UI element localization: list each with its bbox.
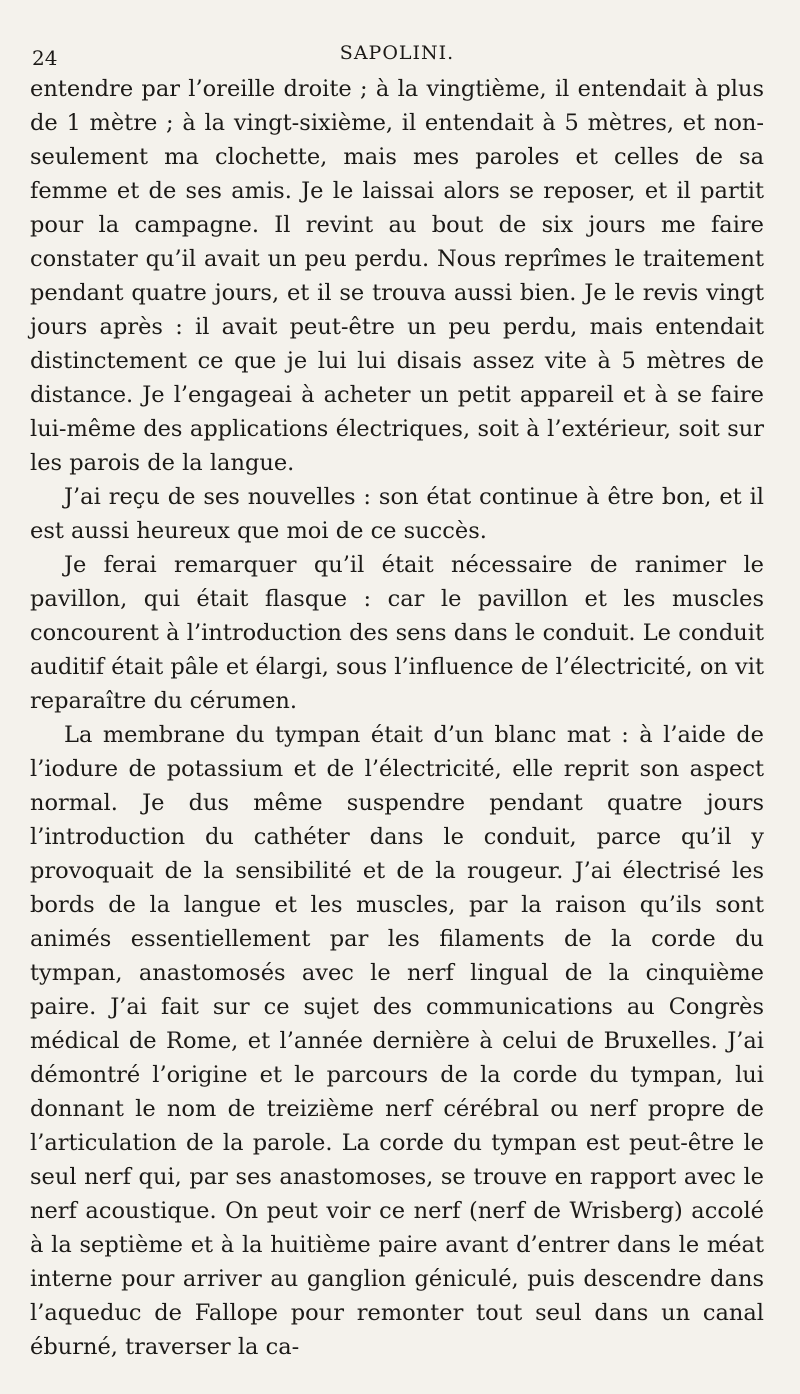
paragraph: Je ferai remarquer qu’il était nécessaire de ranimer le pavillon, qui était flasque : car le pavillon et les muscles concourent à l’introduction des sens dans le conduit. Le conduit auditif était pâle et élargi, sous l’influence de l’électricité, on vit reparaître du cérumen. [30, 552, 764, 714]
page-body [30, 72, 764, 1364]
paragraph: J’ai reçu de ses nouvelles : son état continue à être bon, et il est aussi heureux que moi de ce succès. [30, 484, 764, 544]
page-number: 24 [32, 46, 58, 70]
paragraph-continued: entendre par l’oreille droite ; à la vingtième, il entendait à plus de 1 mètre ; à la vingt-sixième, il entendait à 5 mètres, et non-seulement ma clochette, mais mes paroles et celles de sa femme et de ses amis. Je le laissai alors se reposer, et il partit pour la campagne. Il revint au bout de six jours me faire constater qu’il avait un peu perdu. Nous reprîmes le traitement pendant quatre jours, et il se trouva aussi bien. Je le revis vingt jours après : il avait peut-être un peu perdu, mais entendait distinctement ce que je lui lui disais assez vite à 5 mètres de distance. Je l’engageai à acheter un petit appareil et à se faire lui-même des applications électriques, soit à l’extérieur, soit sur les parois de la langue. [30, 76, 764, 476]
page-header [30, 28, 764, 70]
running-head: SAPOLINI. [339, 42, 455, 64]
paragraph: La membrane du tympan était d’un blanc mat : à l’aide de l’iodure de potassium et de l’électricité, elle reprit son aspect normal. Je dus même suspendre pendant quatre jours l’introduction du cathéter dans le conduit, parce qu’il y provoquait de la sensibilité et de la rougeur. J’ai électrisé les bords de la langue et les muscles, par la raison qu’ils sont animés essentiellement par les filaments de la corde du tympan, anastomosés avec le nerf lingual de la cinquième paire. J’ai fait sur ce sujet des communications au Congrès médical de Rome, et l’année dernière à celui de Bruxelles. J’ai démontré l’origine et le parcours de la corde du tympan, lui donnant le nom de treizième nerf cérébral ou nerf propre de l’articulation de la parole. La corde du tympan est peut-être le seul nerf qui, par ses anastomoses, se trouve en rapport avec le nerf acoustique. On peut voir ce nerf (nerf de Wrisberg) accolé à la septième et à la huitième paire avant d’entrer dans le méat interne pour arriver au ganglion géniculé, puis descendre dans l’aqueduc de Fallope pour remonter tout seul dans un canal éburné, traverser la ca- [30, 722, 764, 1360]
